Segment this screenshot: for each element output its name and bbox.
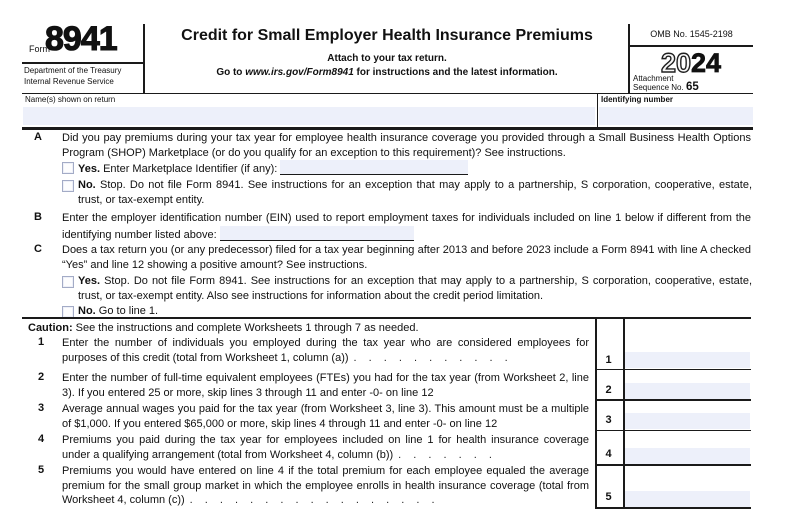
line-4-number: 4 xyxy=(605,448,612,460)
goto-url: www.irs.gov/Form8941 xyxy=(245,67,354,78)
name-label: Name(s) shown on return xyxy=(25,95,116,104)
a-yes-label: Yes. xyxy=(78,163,101,175)
identifying-number-input[interactable] xyxy=(599,107,753,125)
a-yes-text: Enter Marketplace Identifier (if any): xyxy=(100,163,278,175)
c-no-text: Go to line 1. xyxy=(95,305,159,317)
omb-divider xyxy=(629,45,753,47)
goto-note xyxy=(148,67,626,78)
identity-bottom-rule xyxy=(22,127,753,130)
line-4-amount-field[interactable] xyxy=(625,448,750,464)
line-2-amount-field[interactable] xyxy=(625,383,750,399)
caution-note xyxy=(28,321,588,336)
line-5-number: 5 xyxy=(605,491,612,503)
form-label: Form xyxy=(29,44,50,54)
question-a-text: Did you pay premiums during your tax year for employee health insurance coverage you provided through a Small Business Health Options Program (SHOP) Marketplace (or do you qualify for an exception to this requirement)? See instructions. xyxy=(62,132,751,159)
question-b-text: Enter the employer identification number (EIN) used to report employment taxes for individuals included on line 1 below if different from the identifying number listed above: xyxy=(62,212,751,241)
tax-year-outline: 20 xyxy=(660,48,691,78)
checkbox-a-no[interactable] xyxy=(62,180,74,192)
checkbox-a-yes[interactable] xyxy=(62,162,74,174)
table-col-divider-left xyxy=(595,318,597,508)
line-4-dot-leader: . . . . . . . xyxy=(398,448,492,461)
form-number: 8941 xyxy=(45,20,117,58)
c-no-label: No. xyxy=(78,305,96,317)
agency-name xyxy=(24,66,144,87)
question-c-letter: C xyxy=(34,243,42,255)
line-3-amount-field[interactable] xyxy=(625,413,750,429)
c-yes-label: Yes. xyxy=(78,275,101,287)
header-bottom-rule xyxy=(22,93,753,95)
line-2-label: 2 xyxy=(38,371,45,383)
line-1-label: 1 xyxy=(38,336,45,348)
line-5-dot-leader: . . . . . . . . . . . . . . . . . xyxy=(189,494,435,506)
goto-prefix: Go to xyxy=(216,67,246,78)
agency-line1: Department of the Treasury xyxy=(24,66,122,75)
omb-number: OMB No. 1545-2198 xyxy=(650,29,733,39)
line-3-text: Average annual wages you paid for the tax year (from Worksheet 3, line 3). This amount must be a multiple of $1,000. If you entered $65,000 or more, skip lines 4 through 11 and enter -0- on line 12 xyxy=(62,403,589,430)
question-b-letter: B xyxy=(34,211,42,223)
question-a-letter: A xyxy=(34,131,42,143)
line-5-text: Premiums you would have entered on line 4 if the total premium for each employee equaled the average premium for the small group market in which the employee enrolls in health insurance coverage (total from Worksheet 4, column (c)) . . . . . . . . . . . . . . . . . xyxy=(62,465,589,506)
header-left-divider xyxy=(22,62,143,64)
row-4-separator xyxy=(595,464,751,466)
a-no-text: Stop. Do not file Form 8941. See instructions for an exception that may apply to a partnership, S corporation, cooperative, estate, trust, or tax-exempt entity. xyxy=(78,179,752,206)
question-b-row xyxy=(62,211,751,242)
attachment-sequence xyxy=(633,74,699,92)
caution-text: See the instructions and complete Worksheets 1 through 7 as needed. xyxy=(72,322,419,334)
attachment-label: Attachment xyxy=(633,74,674,83)
line-1-dot-leader: . . . . . . . . . . . xyxy=(353,351,508,364)
goto-suffix: for instructions and the latest information. xyxy=(353,67,558,78)
question-c-text: Does a tax return you (or any predecessor) filed for a tax year beginning after 2013 and before 2023 include a Form 8941 with line A checked “Yes” and line 12 showing a positive amount? See instructions. xyxy=(62,244,751,271)
line-4-text: Premiums you paid during the tax year for employees included on line 1 for health insurance coverage under a qualifying arrangement (total from Worksheet 4, column (b)) . . . . . . . xyxy=(62,434,589,461)
marketplace-identifier-field[interactable] xyxy=(280,160,468,175)
checkbox-c-yes[interactable] xyxy=(62,276,74,288)
question-a-no-row xyxy=(78,178,752,207)
caution-label: Caution: xyxy=(28,322,73,334)
line-4-label: 4 xyxy=(38,433,45,445)
row-2-separator xyxy=(595,399,751,401)
line-1-number: 1 xyxy=(605,354,612,366)
a-no-label: No. xyxy=(78,179,96,191)
sequence-number: 65 xyxy=(685,81,699,93)
line-2-text: Enter the number of full-time equivalent employees (FTEs) you had for the tax year (from Worksheet 2, line 3). If you entered 25 or more, skip lines 3 through 11 and enter -0- on line 12 xyxy=(62,372,589,399)
table-bottom-rule xyxy=(595,507,751,509)
identifying-number-label: Identifying number xyxy=(601,95,673,104)
agency-line2: Internal Revenue Service xyxy=(24,76,114,86)
attach-note: Attach to your tax return. xyxy=(327,53,447,64)
line-5-label: 5 xyxy=(38,464,45,476)
line-3-number: 3 xyxy=(605,414,612,426)
name-input[interactable] xyxy=(23,107,595,125)
sequence-label: Sequence No. xyxy=(633,83,686,92)
caution-top-rule xyxy=(22,317,751,319)
c-yes-text: Stop. Do not file Form 8941. See instructions for an exception that may apply to a partnership, S corporation, cooperative, estate, trust, or tax-exempt entity. Also see instructions for information about the credit period limitation. xyxy=(78,275,752,302)
ein-field[interactable] xyxy=(220,226,414,241)
header-divider-left xyxy=(143,24,145,93)
line-1-amount-field[interactable] xyxy=(625,352,750,368)
line-3-label: 3 xyxy=(38,402,45,414)
row-3-separator xyxy=(595,430,751,432)
identity-divider xyxy=(597,93,599,128)
question-c-yes-row xyxy=(78,274,752,303)
tax-year-solid: 24 xyxy=(691,48,722,78)
question-a-yes-row xyxy=(78,160,752,177)
line-5-amount-field[interactable] xyxy=(625,491,750,507)
line-1-text: Enter the number of individuals you employed during the tax year who are considered employees for purposes of this credit (total from Worksheet 1, column (a)) . . . . . . . . . . . xyxy=(62,337,589,364)
row-1-separator xyxy=(595,369,751,371)
line-2-number: 2 xyxy=(605,384,612,396)
page-title: Credit for Small Employer Health Insurance Premiums xyxy=(181,27,593,44)
